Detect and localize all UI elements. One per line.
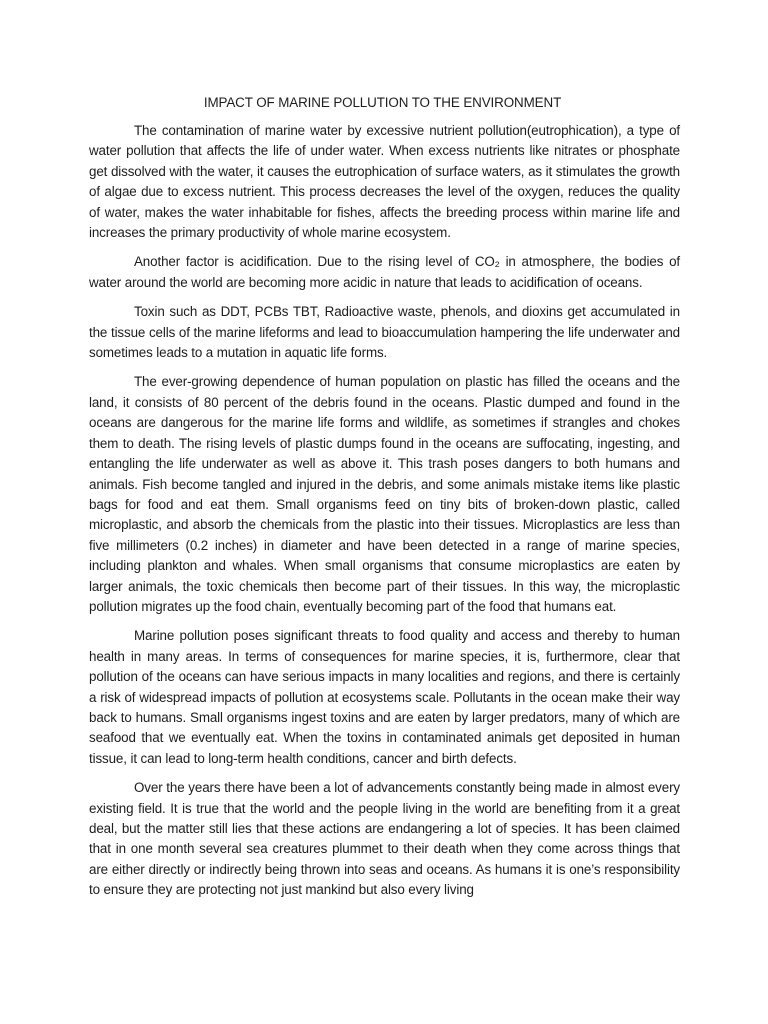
paragraph-human-health: Marine pollution poses significant threats to food quality and access and thereby to human health in many areas. In terms of consequences for marine species, it is, furthermore, clear that pollution of the oceans can have serious impacts in many localities and regions, and there is certainly a risk of widespread impacts of pollution at ecosystems scale. Pollutants in the ocean make their way back to humans. Small organisms ingest toxins and are eaten by larger predators, many of which are seafood that we eventually eat. When the toxins in contaminated animals get deposited in human tissue, it can lead to long-term health conditions, cancer and birth defects. xyxy=(89,628,680,766)
paragraph-eutrophication: The contamination of marine water by excessive nutrient pollution(eutrophication), a type of water pollution that affects the life of under water. When excess nutrients like nitrates or phosphate get dissolved with the water, it causes the eutrophication of surface waters, as it stimulates the growth of algae due to excess nutrient. This process decreases the level of the oxygen, reduces the quality of water, makes the water inhabitable for fishes, affects the breeding process within marine life and increases the primary productivity of whole marine ecosystem. xyxy=(89,123,680,241)
document-title: IMPACT OF MARINE POLLUTION TO THE ENVIRONMENT xyxy=(203,95,562,110)
paragraph-plastic: The ever-growing dependence of human population on plastic has filled the oceans and the land, it consists of 80 percent of the debris found in the oceans. Plastic dumped and found in the oceans are dangerous for the marine life forms and wildlife, as sometimes if strangles and chokes them to death. The rising levels of plastic dumps found in the oceans are suffocating, ingesting, and entangling the life underwater as well as above it. This trash poses dangers to both humans and animals. Fish become tangled and injured in the debris, and some animals mistake items like plastic bags for food and eat them. Small organisms feed on tiny bits of broken-down plastic, called microplastic, and absorb the chemicals from the plastic into their tissues. Microplastics are less than five millimeters (0.2 inches) in diameter and have been detected in a range of marine species, including plankton and whales. When small organisms that consume microplastics are eaten by larger animals, the toxic chemicals then become part of their tissues. In this way, the microplastic pollution migrates up the food chain, eventually becoming part of the food that humans eat. xyxy=(89,374,680,614)
paragraph-acidification: Another factor is acidification. Due to the rising level of CO₂ in atmosphere, the bodies of water around the world are becoming more acidic in nature that leads to acidification of oceans. xyxy=(89,254,680,290)
paragraph-toxins: Toxin such as DDT, PCBs TBT, Radioactive waste, phenols, and dioxins get accumulated in the tissue cells of the marine lifeforms and lead to bioaccumulation hampering the life underwater and sometimes leads to a mutation in aquatic life forms. xyxy=(89,304,680,361)
paragraph-advancements: Over the years there have been a lot of advancements constantly being made in almost every existing field. It is true that the world and the people living in the world are benefiting from it a great deal, but the matter still lies that these actions are endangering a lot of species. It has been claimed that in one month several sea creatures plummet to their death when they come across things that are either directly or indirectly being thrown into seas and oceans. As humans it is one’s responsibility to ensure they are protecting not just mankind but also every living xyxy=(89,780,680,898)
